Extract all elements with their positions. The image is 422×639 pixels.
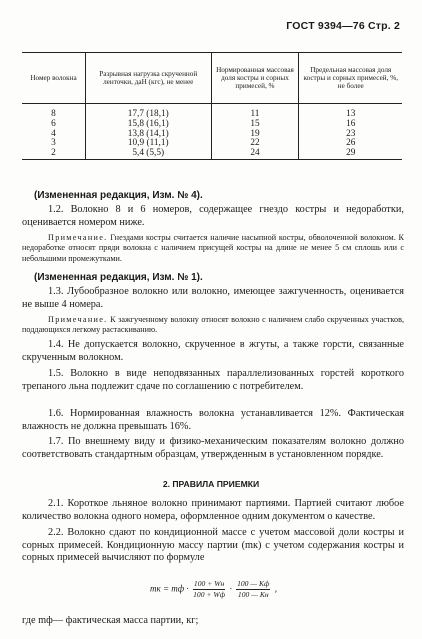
note-label: Примечание. [48, 315, 108, 324]
formula-lhs: mк = mф · [150, 583, 189, 594]
table-cell: 23 [299, 130, 402, 140]
table-header-cell: Номер волокна [22, 53, 85, 104]
table-cell: 24 [211, 149, 299, 159]
table-row [22, 120, 402, 130]
table-row [22, 104, 402, 120]
section-heading: 2. ПРАВИЛА ПРИЕМКИ [162, 479, 260, 489]
table-cell: 4 [51, 128, 56, 139]
table-cell: 10,9 (11,1) [85, 139, 211, 149]
revision-note [34, 272, 404, 285]
page-header: ГОСТ 9394—76 Стр. 2 [286, 20, 400, 32]
table-cell: 3 [51, 138, 56, 149]
table-cell: 11 [211, 104, 299, 120]
note-label: Примечание. [48, 233, 108, 242]
table-cell: 2 [22, 149, 85, 159]
formula-where: где mф— фактическая масса партии, кг; [22, 615, 199, 626]
revision-text: (Измененная редакция, Изм. № 1). [34, 272, 203, 283]
paragraph-2-2: 2.2. Волокно сдают по кондиционной массе с учетом массовой доли костры и сорных примесей. Кондиционную массу партии (mк) с учетом содержания костры и сорных примесей вычисляют по формуле [22, 527, 404, 564]
formula-fraction-1 [193, 579, 225, 600]
paragraph-1-7: 1.7. По внешнему виду и физико-механическим показателям волокно должно соответствовать стандартным образцам, утвержденным в установленном порядке. [22, 436, 404, 460]
note-1 [22, 233, 404, 264]
note-text: Гнездами костры считается наличие насыпной костры, обволоченной волокном. К недоработке относят пряди волокна с наличием присущей костры на длине не менее 5 см сплошь или с небольшими промежутками. [22, 233, 404, 263]
table-cell: 13,8 (14,1) [85, 130, 211, 140]
paragraph-1-4: 1.4. Не допускается волокно, скрученное в жгуты, а также горсти, связанные скрученным волокном. [22, 339, 404, 363]
table-row [22, 139, 402, 149]
paragraph-1-2: 1.2. Волокно 8 и 6 номеров, содержащее гнездо костры и недоработки, оценивается номером ниже. [22, 204, 404, 228]
paragraph-1-3: 1.3. Лубообразное волокно или волокно, имеющее зажгученность, оценивается не выше 4 номера. [22, 286, 404, 310]
table-cell: 5,4 (5,5) [85, 149, 211, 159]
table-cell: 8 [51, 109, 56, 119]
formula-dot: · [229, 583, 232, 594]
table-cell: 22 [211, 139, 299, 149]
fraction-numerator: 100 — Кф [237, 579, 270, 588]
paragraph-2-1: 2.1. Короткое льняное волокно принимают партиями. Партией считают любое количество волокна одного номера, оформленное одним документом о качестве. [22, 498, 404, 522]
table-cell: 13 [299, 104, 402, 120]
table-cell: 19 [211, 130, 299, 140]
paragraph-1-5: 1.5. Волокно в виде неподвязанных параллелизованных горстей короткого трепаного льна подлежит сдаче по соглашению с потребителем. [22, 368, 404, 392]
paragraph-1-6: 1.6. Нормированная влажность волокна устанавливается 12%. Фактическая влажность не должна превышать 16%. [22, 408, 404, 432]
fraction-denominator: 100 + Wф [193, 590, 226, 599]
specification-table [22, 52, 402, 160]
table-row [22, 130, 402, 140]
note-2 [22, 315, 404, 336]
formula-end: , [274, 583, 277, 594]
table-header-row [22, 53, 402, 104]
fraction-denominator: 100 — Кн [237, 590, 269, 599]
table-row [22, 149, 402, 159]
table-header-cell: Разрывная нагрузка скрученной ленточки, даН (кгс), не менее [85, 53, 211, 104]
formula [150, 579, 277, 600]
table-cell: 6 [51, 118, 56, 129]
table-header-cell: Предельная массовая доля костры и сорных примесей, %, не более [299, 53, 402, 104]
note-text: К зажгученному волокну относят волокно с наличием слабо скрученных участков, поддающихся легкому растаскиванию. [22, 315, 404, 335]
fraction-numerator: 100 + Wн [193, 579, 225, 588]
table-cell: 15 [211, 120, 299, 130]
formula-fraction-2 [236, 579, 270, 600]
revision-note [34, 190, 404, 203]
table-cell: 15,8 (16,1) [85, 120, 211, 130]
revision-text: (Измененная редакция, Изм. № 4). [34, 190, 203, 201]
table-header-cell: Нормированная массовая доля костры и сорных примесей, % [211, 53, 299, 104]
table-cell: 26 [299, 139, 402, 149]
table-cell: 17,7 (18,1) [85, 104, 211, 120]
table-cell: 16 [299, 120, 402, 130]
table-cell: 29 [299, 149, 402, 159]
